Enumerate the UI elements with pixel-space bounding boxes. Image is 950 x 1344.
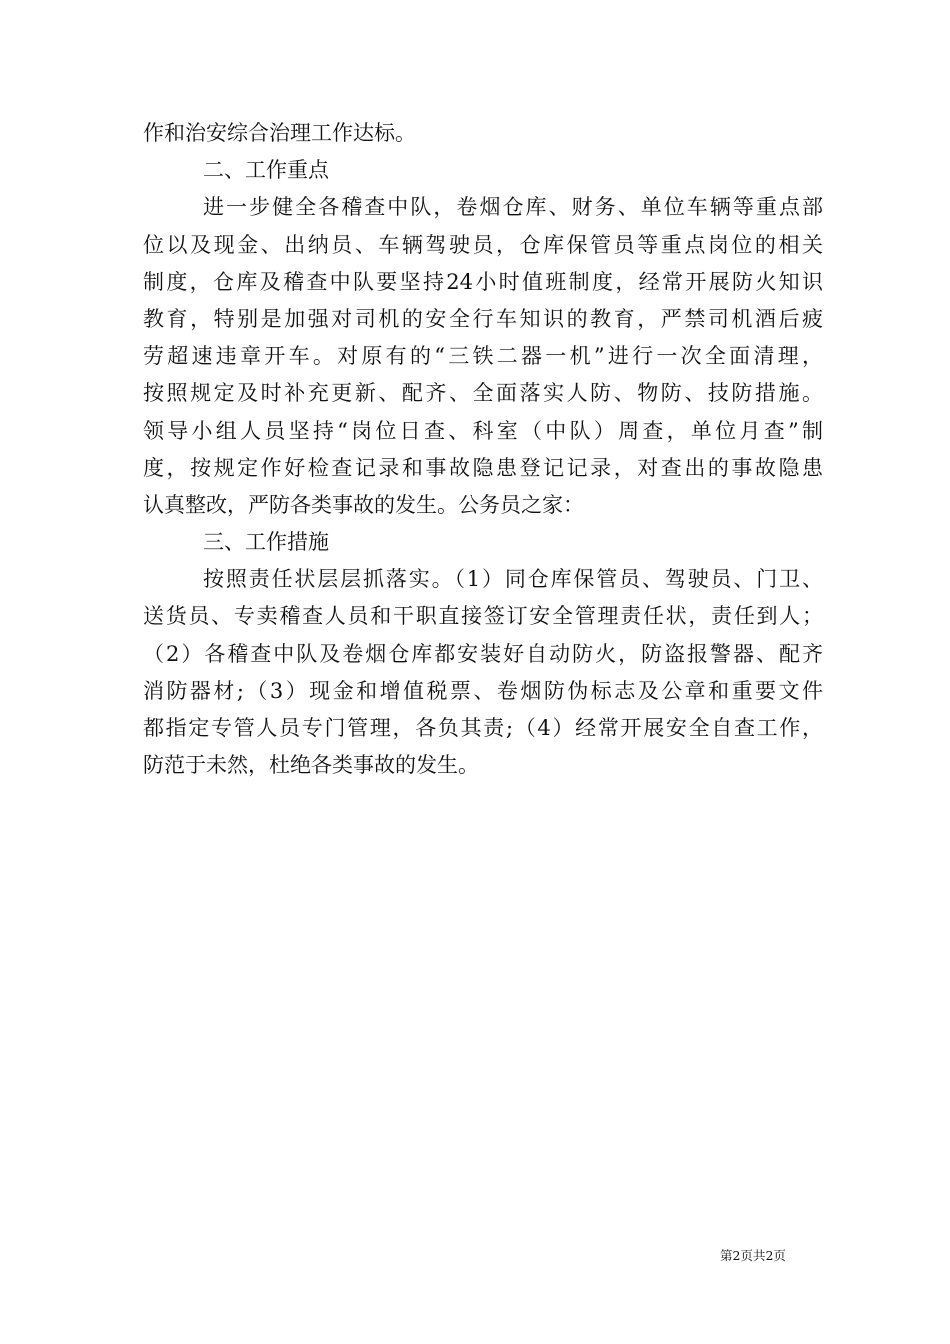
- paragraph-line: 劳超速违章开车。对原有的“三铁二器一机”进行一次全面清理，: [143, 344, 823, 369]
- paragraph-line: 位以及现金、出纳员、车辆驾驶员，仓库保管员等重点岗位的相关: [143, 232, 823, 257]
- paragraph-line: 按照规定及时补充更新、配齐、全面落实人防、物防、技防措施。: [143, 381, 823, 406]
- paragraph-line: （2）各稽查中队及卷烟仓库都安装好自动防火，防盗报警器、配齐: [143, 641, 823, 666]
- paragraph-line: 按照责任状层层抓落实。（1）同仓库保管员、驾驶员、门卫、: [203, 567, 823, 592]
- paragraph-line: 作和治安综合治理工作达标。: [143, 121, 416, 145]
- paragraph-line: 送货员、专卖稽查人员和干职直接签订安全管理责任状，责任到人；: [143, 604, 823, 629]
- paragraph-line: 教育，特别是加强对司机的安全行车知识的教育，严禁司机酒后疲: [143, 306, 823, 331]
- paragraph-line: 进一步健全各稽查中队，卷烟仓库、财务、单位车辆等重点部: [203, 195, 823, 220]
- paragraph-line: 认真整改，严防各类事故的发生。公务员之家：: [143, 492, 584, 517]
- paragraph-line: 制度，仓库及稽查中队要坚持24小时值班制度，经常开展防火知识: [143, 269, 823, 294]
- document-body: [143, 115, 823, 784]
- section-heading-focus: 二、工作重点: [203, 158, 329, 183]
- paragraph-line: 防范于未然，杜绝各类事故的发生。: [143, 753, 479, 778]
- paragraph-line: 都指定专管人员专门管理，各负其责;（4）经常开展安全自查工作，: [143, 716, 823, 740]
- paragraph-line: 领导小组人员坚持“岗位日查、科室（中队）周查，单位月查”制: [143, 418, 823, 443]
- paragraph-line: 消防器材;（3）现金和增值税票、卷烟防伪标志及公章和重要文件: [143, 678, 823, 703]
- section-heading-measures: 三、工作措施: [203, 530, 329, 555]
- paragraph-line: 度，按规定作好检查记录和事故隐患登记记录，对查出的事故隐患: [143, 455, 823, 480]
- page-number-footer: 第2页共2页: [720, 1248, 786, 1263]
